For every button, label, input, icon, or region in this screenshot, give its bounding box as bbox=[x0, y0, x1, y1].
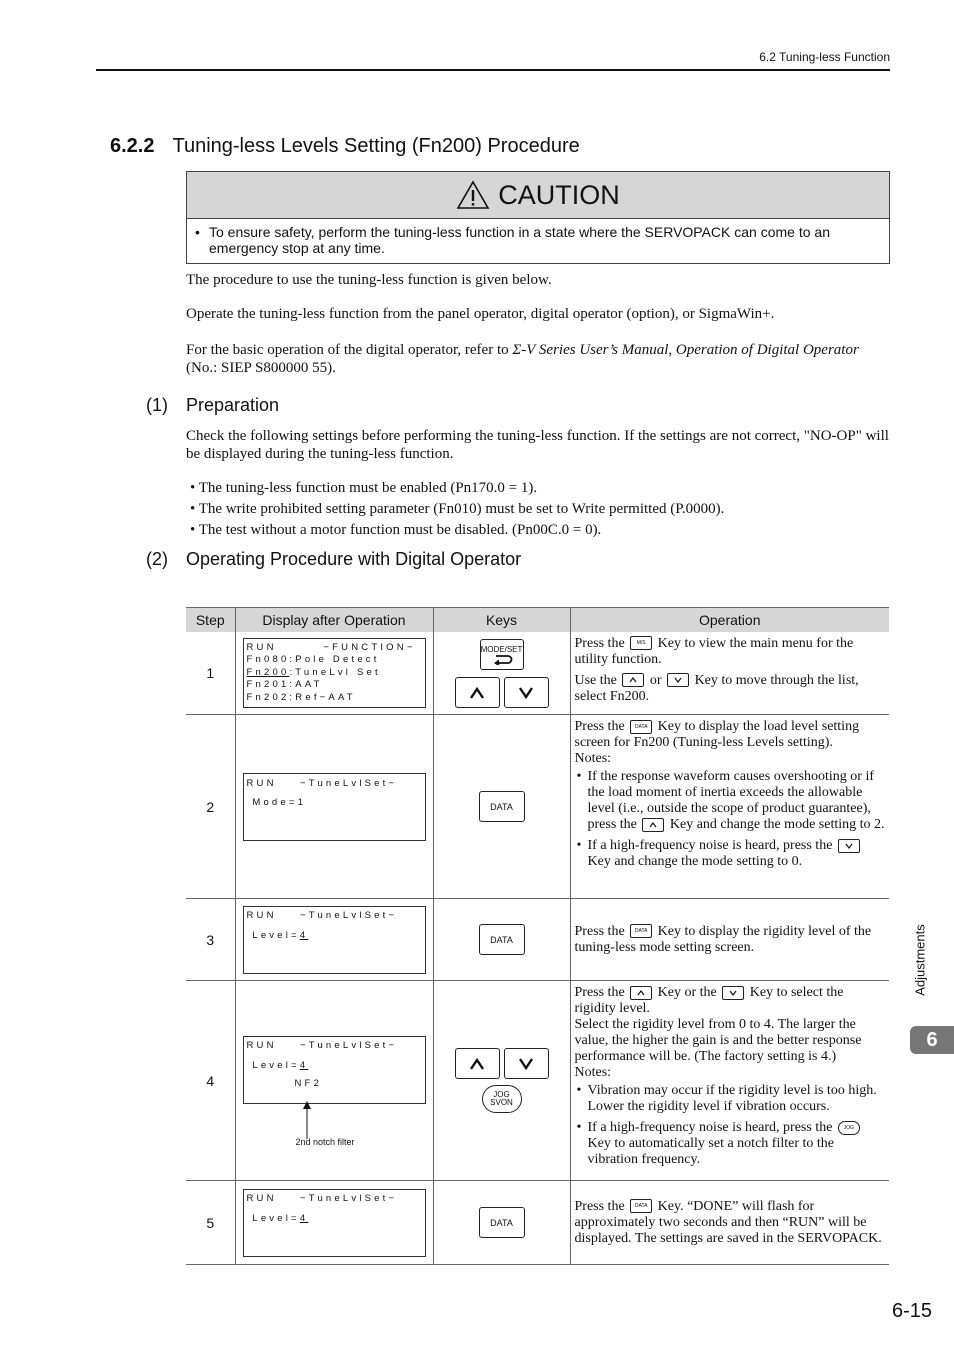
chapter-tab: 6 bbox=[910, 1026, 954, 1054]
display-cell bbox=[235, 1181, 433, 1265]
op-text: Key to display the rigidity level of the tuning-less mode setting screen. bbox=[574, 923, 872, 955]
lcd-line-label: Level= bbox=[246, 1059, 300, 1071]
list-item: • The tuning-less function must be enabled (Pn170.0 = 1). bbox=[190, 480, 538, 496]
lcd-line bbox=[247, 667, 422, 680]
operation-cell bbox=[570, 715, 889, 899]
notes-label: Notes: bbox=[574, 1065, 612, 1080]
section-title-text: Tuning-less Levels Setting (Fn200) Procedure bbox=[172, 135, 580, 157]
operation-text bbox=[575, 1199, 886, 1247]
lcd-level-value: 4 bbox=[299, 1212, 309, 1224]
step-number: 5 bbox=[186, 1181, 235, 1265]
step-number: 4 bbox=[186, 981, 235, 1181]
data-key[interactable]: DATA bbox=[479, 791, 525, 822]
op-text: Press the bbox=[574, 923, 625, 939]
caution-box bbox=[186, 171, 890, 264]
lcd-display bbox=[243, 1189, 426, 1257]
mode-set-key-label: MODE/SET bbox=[480, 644, 523, 654]
data-key[interactable]: DATA bbox=[479, 1207, 525, 1238]
down-key-icon bbox=[722, 986, 744, 1000]
operation-text bbox=[575, 985, 886, 1017]
lcd-display bbox=[243, 638, 426, 708]
step-number: 1 bbox=[186, 632, 235, 715]
side-tab-label: Adjustments bbox=[912, 924, 928, 996]
op-text: Press the bbox=[574, 1198, 625, 1214]
list-item: • The write prohibited setting parameter (Fn010) must be set to Write permitted (P.0000). bbox=[190, 501, 725, 517]
data-key[interactable]: DATA bbox=[479, 924, 525, 955]
procedure-number: (2) bbox=[146, 549, 168, 569]
lcd-line: Fn080:Pole Detect bbox=[246, 654, 380, 666]
lcd-notch-indicator: NF2 bbox=[294, 1078, 323, 1090]
lcd-line bbox=[247, 930, 422, 943]
lcd-line: RUN −TuneLvlSet− bbox=[246, 778, 398, 789]
pointer-arrow-icon bbox=[301, 1101, 313, 1139]
step-number: 3 bbox=[186, 899, 235, 981]
list-item: • The test without a motor function must be disabled. (Pn00C.0 = 0). bbox=[190, 522, 602, 538]
op-text: Key or the bbox=[657, 985, 717, 1000]
down-key[interactable] bbox=[504, 1048, 549, 1079]
up-key[interactable] bbox=[455, 677, 500, 708]
lcd-line bbox=[247, 1060, 422, 1073]
down-key-icon bbox=[667, 673, 689, 687]
table-header-row bbox=[186, 608, 889, 632]
keys-cell bbox=[433, 981, 570, 1181]
table-row bbox=[186, 715, 889, 899]
lcd-line: RUN −TuneLvlSet− bbox=[246, 910, 398, 921]
keys-cell bbox=[433, 899, 570, 981]
preparation-text: Check the following settings before performing the tuning-less function. If the settings are not correct, "NO-OP" will be displayed during the tuning-less function. bbox=[186, 428, 889, 462]
mode-set-key[interactable] bbox=[480, 639, 524, 670]
section-number: 6.2.2 bbox=[110, 135, 155, 157]
up-key-icon bbox=[642, 818, 664, 832]
header-operation: Operation bbox=[570, 608, 889, 632]
table-row bbox=[186, 632, 889, 715]
op-text: or bbox=[649, 672, 662, 688]
display-cell bbox=[235, 632, 433, 715]
keys-cell bbox=[433, 715, 570, 899]
up-key-icon bbox=[622, 673, 644, 687]
operation-text: Select the rigidity level from 0 to 4. The larger the value, the higher the gain is and the better response performance will be. (The factory setting is 4.) bbox=[574, 1017, 862, 1064]
jog-svon-key[interactable] bbox=[482, 1085, 522, 1113]
lcd-line-rest: :TuneLvl Set bbox=[289, 666, 381, 678]
display-cell bbox=[235, 981, 433, 1181]
keys-cell bbox=[433, 1181, 570, 1265]
notes-label: Notes: bbox=[574, 751, 612, 766]
op-text: Press the bbox=[574, 985, 625, 1000]
note-text: If a high-frequency noise is heard, press the bbox=[587, 1120, 833, 1135]
note-item: • If a high-frequency noise is heard, press the JOG Key to automatically set a notch filter to the vibration frequency. bbox=[575, 1120, 886, 1168]
data-key-icon: DATA bbox=[630, 720, 652, 734]
lcd-display bbox=[243, 1036, 426, 1104]
table-row bbox=[186, 1181, 889, 1265]
lcd-line-label: Level= bbox=[246, 1212, 300, 1224]
lcd-line: Fn201:AAT bbox=[246, 679, 323, 691]
procedure-table bbox=[186, 607, 889, 1265]
note-item: • Vibration may occur if the rigidity level is too high. Lower the rigidity level if vibration occurs. bbox=[576, 1083, 877, 1114]
operation-text bbox=[575, 673, 886, 705]
running-header: 6.2 Tuning-less Function bbox=[759, 50, 890, 64]
keys-cell bbox=[433, 632, 570, 715]
lcd-line bbox=[247, 1213, 422, 1226]
note-text: Key and change the mode setting to 2. bbox=[669, 817, 885, 832]
mode-set-key-icon: M/S bbox=[630, 636, 652, 650]
lcd-display bbox=[243, 906, 426, 974]
intro-paragraph-3 bbox=[186, 341, 890, 377]
up-arrow-icon bbox=[469, 687, 485, 699]
lcd-line: Fn202:Ref−AAT bbox=[246, 691, 356, 703]
intro-paragraph-1: The procedure to use the tuning-less function is given below. bbox=[186, 272, 552, 288]
up-key[interactable] bbox=[455, 1048, 500, 1079]
lcd-line: RUN −TuneLvlSet− bbox=[246, 1040, 398, 1051]
header-rule bbox=[96, 69, 890, 71]
operation-cell bbox=[570, 1181, 889, 1265]
intro-p3-text: For the basic operation of the digital operator, refer to bbox=[186, 342, 513, 358]
return-arrow-icon bbox=[491, 654, 513, 665]
note-text: If the response waveform causes overshooting or if the load moment of inertia exceeds the allowable level (i.e., outside the scope of product guarantee), press the bbox=[587, 769, 875, 832]
operation-text bbox=[575, 924, 886, 956]
lcd-level-value: 4 bbox=[299, 1059, 309, 1071]
procedure-title: Operating Procedure with Digital Operator bbox=[186, 549, 522, 569]
note-item: • If a high-frequency noise is heard, press the Key and change the mode setting to 0. bbox=[575, 838, 886, 870]
notch-filter-caption: 2nd notch filter bbox=[295, 1137, 355, 1147]
operation-text bbox=[575, 719, 886, 751]
lcd-line: Mode=1 bbox=[246, 796, 307, 808]
intro-paragraph-2: Operate the tuning-less function from the panel operator, digital operator (option), or SigmaWin+. bbox=[186, 306, 775, 322]
op-text: Press the bbox=[574, 635, 625, 651]
op-text: Key to select the rigidity level. bbox=[574, 985, 844, 1016]
display-cell bbox=[235, 715, 433, 899]
operation-cell bbox=[570, 899, 889, 981]
display-cell bbox=[235, 899, 433, 981]
procedure-heading bbox=[146, 549, 521, 570]
caution-header bbox=[187, 172, 889, 219]
manual-reference: Σ-V Series User’s Manual, Operation of Digital Operator bbox=[512, 342, 859, 358]
preparation-title: Preparation bbox=[186, 395, 280, 415]
jog-svon-key-icon: JOG bbox=[838, 1121, 860, 1135]
op-text: Key to move through the list, select Fn200. bbox=[574, 672, 859, 704]
note-text: Key and change the mode setting to 0. bbox=[587, 854, 803, 869]
preparation-number: (1) bbox=[146, 395, 168, 415]
note-text: If a high-frequency noise is heard, press the bbox=[587, 838, 833, 853]
preparation-list bbox=[190, 480, 890, 543]
list-item-text: The tuning-less function must be enabled (Pn170.0 = 1). bbox=[198, 480, 538, 496]
up-arrow-icon bbox=[469, 1058, 485, 1070]
operation-cell bbox=[570, 632, 889, 715]
caution-text: To ensure safety, perform the tuning-less function in a state where the SERVOPACK can come to an emergency stop at any time. bbox=[209, 224, 830, 256]
page-number: 6-15 bbox=[891, 1300, 932, 1322]
data-key-icon: DATA bbox=[630, 924, 652, 938]
table-row bbox=[186, 899, 889, 981]
header-display: Display after Operation bbox=[235, 608, 433, 632]
note-text: Vibration may occur if the rigidity level is too high. Lower the rigidity level if vibration occurs. bbox=[587, 1083, 877, 1114]
down-arrow-icon bbox=[518, 1058, 534, 1070]
preparation-heading bbox=[146, 395, 279, 416]
table-row bbox=[186, 981, 889, 1181]
lcd-selected-item: Fn200 bbox=[246, 666, 290, 678]
op-text: Key to view the main menu for the utility function. bbox=[574, 635, 854, 667]
jog-label: JOG bbox=[493, 1090, 510, 1099]
header-step: Step bbox=[186, 608, 235, 632]
lcd-line-label: Level= bbox=[246, 929, 300, 941]
op-text: Use the bbox=[574, 672, 617, 688]
list-item-text: The test without a motor function must be disabled. (Pn00C.0 = 0). bbox=[198, 522, 602, 538]
bullet: • bbox=[195, 224, 200, 240]
lcd-line: RUN −TuneLvlSet− bbox=[246, 1193, 398, 1204]
section-title bbox=[110, 135, 580, 158]
up-key-icon bbox=[630, 986, 652, 1000]
lcd-level-value: 4 bbox=[299, 929, 309, 941]
intro-p3-doc-number: (No.: SIEP S800000 55). bbox=[186, 360, 336, 376]
op-text: Key. “DONE” will flash for approximately two seconds and then “RUN” will be displayed. The settings are saved in the SERVOPACK. bbox=[574, 1198, 882, 1246]
step-number: 2 bbox=[186, 715, 235, 899]
op-text: Press the bbox=[574, 719, 625, 734]
data-key-icon: DATA bbox=[630, 1199, 652, 1213]
warning-triangle-icon bbox=[456, 180, 490, 210]
svon-label: SVON bbox=[490, 1098, 513, 1107]
down-arrow-icon bbox=[518, 687, 534, 699]
op-text: Key to display the load level setting screen for Fn200 (Tuning-less Levels setting). bbox=[574, 719, 860, 750]
list-item-text: The write prohibited setting parameter (Fn010) must be set to Write permitted (P.0000). bbox=[198, 501, 725, 517]
note-item: • If the response waveform causes overshooting or if the load moment of inertia exceeds the allowable level (i.e., outside the scope of product guarantee), press the Key and change the mode setting to 2. bbox=[576, 769, 885, 832]
header-keys: Keys bbox=[433, 608, 570, 632]
down-key-icon bbox=[838, 839, 860, 853]
caution-body bbox=[187, 219, 889, 256]
lcd-display bbox=[243, 773, 426, 841]
operation-cell bbox=[570, 981, 889, 1181]
operation-text bbox=[575, 636, 886, 668]
caution-title: CAUTION bbox=[498, 179, 620, 210]
down-key[interactable] bbox=[504, 677, 549, 708]
lcd-line: RUN −FUNCTION− bbox=[246, 641, 416, 653]
note-text: Key to automatically set a notch filter to the vibration frequency. bbox=[587, 1136, 834, 1167]
